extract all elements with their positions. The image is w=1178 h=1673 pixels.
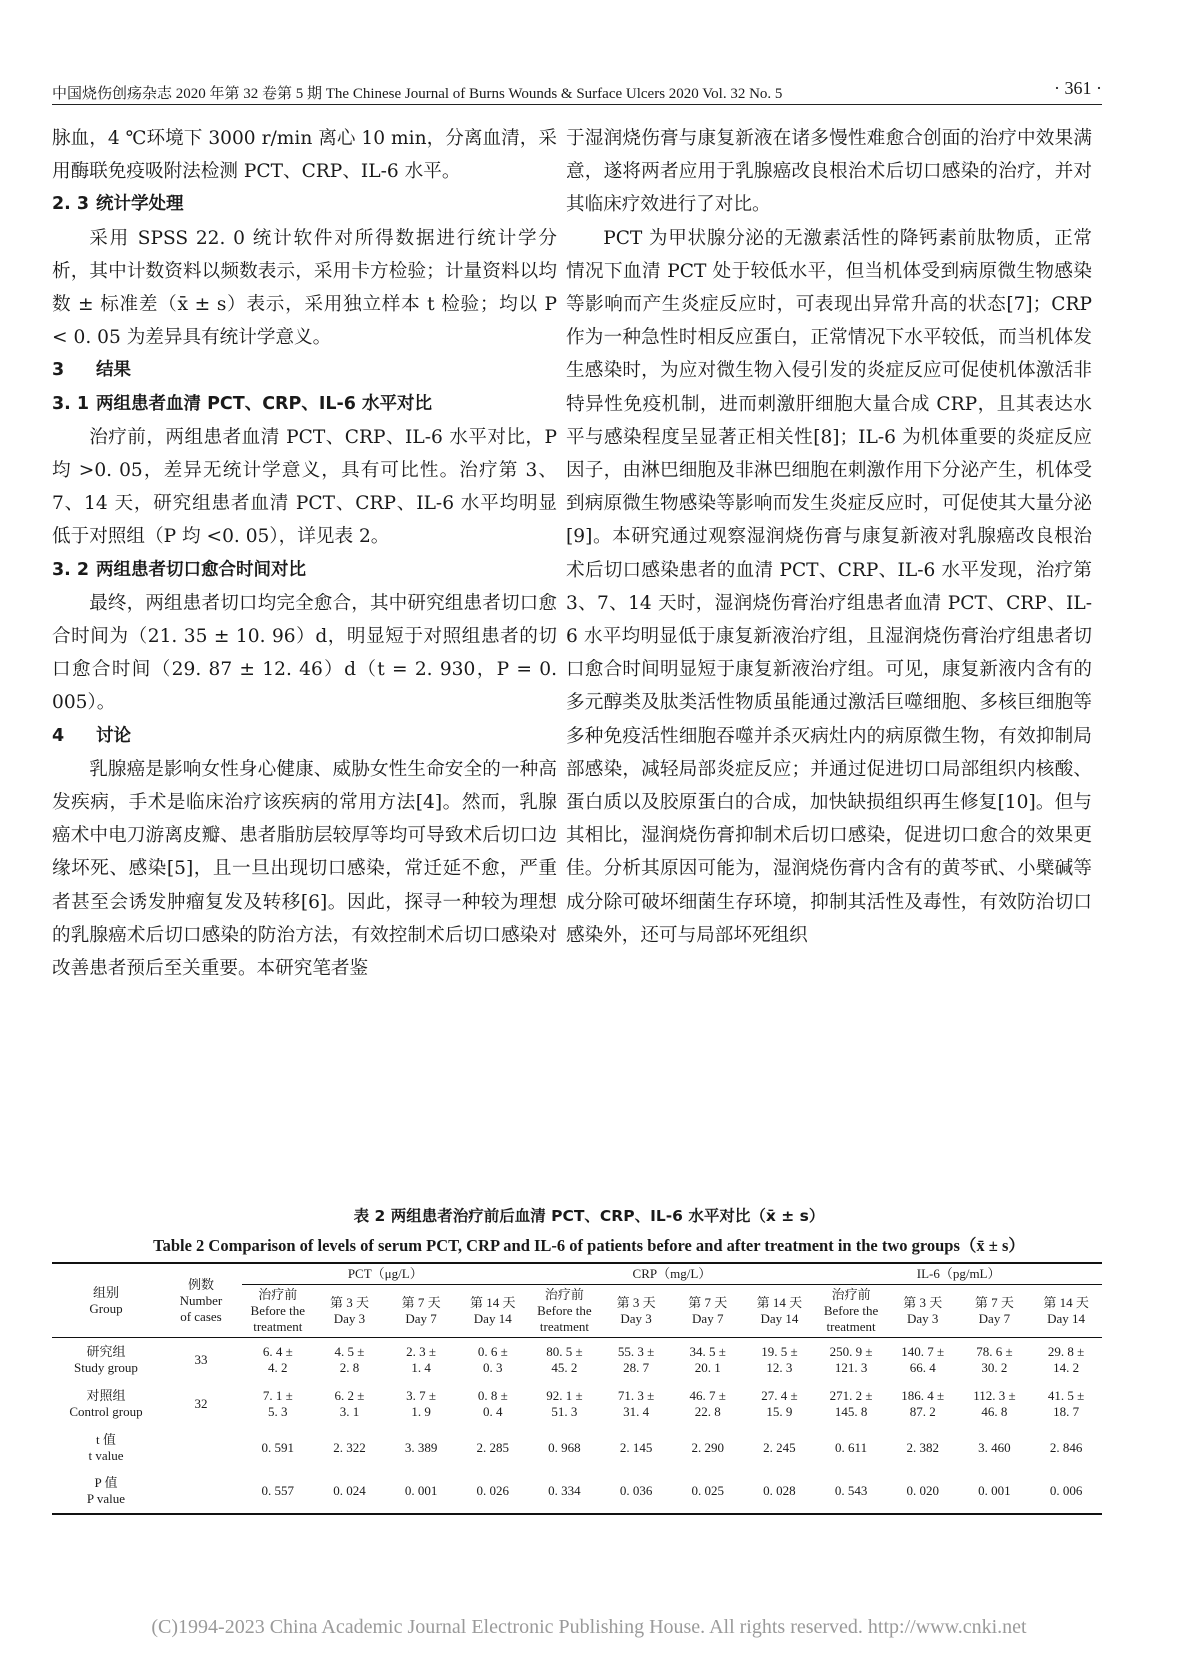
timepoint-header: 第 3 天 Day 3	[903, 1295, 943, 1326]
cases-header: 例数 Number of cases	[160, 1263, 242, 1338]
journal-header: 中国烧伤创疡杂志 2020 年第 32 卷第 5 期 The Chinese Journal of Burns Wounds & Surface Ulcers 2020 Vol. 32 No. 5	[52, 86, 783, 102]
group-name: 研究组 Study group	[52, 1338, 160, 1382]
value-cell: 19. 5 ± 12. 3	[744, 1338, 816, 1382]
crp-header: CRP（mg/L）	[529, 1263, 816, 1285]
section-heading-2-3: 2. 3 统计学处理	[52, 194, 184, 215]
value-cell: 250. 9 ± 121. 3	[815, 1338, 887, 1382]
value-cell: 7. 1 ± 5. 3	[262, 1387, 293, 1419]
table-row	[52, 1338, 1102, 1382]
timepoint-header: 治疗前 Before the treatment	[537, 1287, 592, 1334]
stat-cell: 2. 285	[476, 1439, 510, 1455]
paragraph: 乳腺癌是影响女性身心健康、威胁女性生命安全的一种高发疾病，手术是临床治疗该疾病的常用方法[4]。然而，乳腺癌术中电刀游离皮瓣、患者脂肪层较厚等均可导致术后切口边缘坏死、感染[5]，且一旦出现切口感染，常迁延不愈，严重者甚至会诱发肿瘤复发及转移[6]。因此，探寻一种较为理想的乳腺癌术后切口感染的防治方法，有效控制术后切口感染对改善患者预后至关重要。本研究笔者鉴	[52, 758, 557, 980]
il6-header: IL-6（pg/mL）	[815, 1263, 1102, 1285]
stat-cell: 0. 028	[744, 1470, 816, 1514]
value-cell: 0. 8 ± 0. 4	[477, 1387, 508, 1419]
stat-cell: 0. 025	[672, 1470, 744, 1514]
p-value-row	[52, 1470, 1102, 1514]
copyright-footer: (C)1994-2023 China Academic Journal Electronic Publishing House. All rights reserved. http://www.cnki.net	[151, 1616, 1027, 1638]
paragraph: 于湿润烧伤膏与康复新液在诸多慢性难愈合创面的治疗中效果满意，遂将两者应用于乳腺癌改良根治术后切口感染的治疗，并对其临床疗效进行了对比。	[566, 128, 1092, 216]
timepoint-header: 第 14 天 Day 14	[756, 1295, 803, 1326]
stat-cell: 2. 145	[619, 1439, 653, 1455]
value-cell: 4. 5 ± 2. 8	[314, 1338, 386, 1382]
t-value-row	[52, 1426, 1102, 1470]
value-cell: 92. 1 ± 51. 3	[546, 1387, 583, 1419]
timepoint-header: 第 7 天 Day 7	[401, 1295, 441, 1326]
group-header: 组别 Group	[52, 1263, 160, 1338]
stat-cell: 0. 611	[835, 1439, 868, 1455]
section-heading-3-1: 3. 1 两组患者血清 PCT、CRP、IL-6 水平对比	[52, 393, 433, 414]
stat-cell: 0. 026	[457, 1470, 529, 1514]
header-rule	[52, 104, 1102, 105]
stat-cell: 2. 322	[333, 1439, 366, 1455]
running-header	[52, 78, 1102, 104]
timepoint-header: 第 7 天 Day 7	[974, 1295, 1014, 1326]
value-cell: 41. 5 ± 18. 7	[1047, 1387, 1085, 1419]
value-cell: 46. 7 ± 22. 8	[689, 1387, 726, 1419]
value-cell: 2. 3 ± 1. 4	[385, 1338, 457, 1382]
paragraph: 脉血，4 ℃环境下 3000 r/min 离心 10 min，分离血清，采用酶联免疫吸附法检测 PCT、CRP、IL-6 水平。	[52, 128, 557, 183]
case-count: 33	[160, 1338, 242, 1382]
stat-cell: 3. 389	[404, 1439, 438, 1455]
stat-cell: 0. 543	[815, 1470, 887, 1514]
value-cell: 55. 3 ± 28. 7	[600, 1338, 672, 1382]
value-cell: 80. 5 ± 45. 2	[529, 1338, 601, 1382]
value-cell: 140. 7 ± 66. 4	[887, 1338, 959, 1382]
timepoint-header: 治疗前 Before the treatment	[823, 1287, 879, 1334]
value-cell: 29. 8 ± 14. 2	[1030, 1338, 1102, 1382]
value-cell: 3. 7 ± 1. 9	[406, 1387, 437, 1419]
paragraph: 采用 SPSS 22. 0 统计软件对所得数据进行统计学分析，其中计数资料以频数表示，采用卡方检验；计量资料以均数 ± 标准差（x̄ ± s）表示，采用独立样本 t 检验；均以 P < 0. 05 为差异具有统计学意义。	[52, 227, 557, 349]
stat-cell: 0. 024	[314, 1470, 386, 1514]
stat-cell: 0. 020	[887, 1470, 959, 1514]
t-value-row-label: t 值 t value	[88, 1431, 124, 1463]
results-table	[52, 1262, 1102, 1515]
value-cell: 0. 6 ± 0. 3	[457, 1338, 529, 1382]
stat-cell: 0. 968	[548, 1439, 581, 1455]
value-cell: 71. 3 ± 31. 4	[617, 1387, 655, 1419]
value-cell: 78. 6 ± 30. 2	[959, 1338, 1031, 1382]
value-cell: 186. 4 ± 87. 2	[901, 1387, 945, 1419]
stat-cell: 2. 846	[1049, 1439, 1083, 1455]
stat-cell: 0. 591	[261, 1439, 295, 1455]
right-column	[566, 122, 1092, 952]
value-cell: 34. 5 ± 20. 1	[672, 1338, 744, 1382]
group-name: 对照组 Control group	[69, 1387, 143, 1419]
p-value-row-label: P 值 P value	[52, 1470, 160, 1514]
paragraph: 最终，两组患者切口均完全愈合，其中研究组患者切口愈合时间为（21. 35 ± 10. 96）d，明显短于对照组患者的切口愈合时间（29. 87 ± 12. 46）d（t = 2. 930，P = 0. 005）。	[52, 592, 557, 714]
value-cell: 112. 3 ± 46. 8	[973, 1387, 1016, 1419]
stat-cell: 2. 290	[691, 1439, 724, 1455]
table-row	[52, 1382, 1102, 1426]
stat-cell: 0. 557	[242, 1470, 314, 1514]
value-cell: 27. 4 ± 15. 9	[761, 1387, 798, 1419]
value-cell: 6. 4 ± 4. 2	[242, 1338, 314, 1382]
case-count: 32	[194, 1395, 208, 1411]
timepoint-header: 治疗前 Before the treatment	[250, 1287, 306, 1334]
stat-cell: 3. 460	[978, 1439, 1011, 1455]
timepoint-header: 第 14 天 Day 14	[470, 1295, 516, 1326]
value-cell: 271. 2 ± 145. 8	[829, 1387, 873, 1419]
table-caption-en: Table 2 Comparison of levels of serum PCT, CRP and IL-6 of patients before and after treatment in the two groups（x̄ ± s）	[153, 1236, 1025, 1255]
timepoint-header: 第 3 天 Day 3	[329, 1295, 369, 1326]
section-heading-3-2: 3. 2 两组患者切口愈合时间对比	[52, 559, 306, 580]
table-caption-cn: 表 2 两组患者治疗前后血清 PCT、CRP、IL-6 水平对比（x̄ ± s）	[353, 1207, 825, 1225]
paragraph: PCT 为甲状腺分泌的无激素活性的降钙素前肽物质，正常情况下血清 PCT 处于较低水平，但当机体受到病原微生物感染等影响而产生炎症反应时，可表现出异常升高的状态[7]；CRP 作为一种急性时相反应蛋白，正常情况下水平较低，而当机体发生感染时，为应对微生物入侵引发的炎症反应可促使机体激活非特异性免疫机制，进而刺激肝细胞大量合成 CRP，且其表达水平与感染程度呈显著正相关性[8]；IL-6 为机体重要的炎症反应因子，由淋巴细胞及非淋巴细胞在刺激作用下分泌产生，机体受到病原微生物感染等影响而发生炎症反应时，可促使其大量分泌[9]。本研究通过观察湿润烧伤膏与康复新液对乳腺癌改良根治术后切口感染患者的血清 PCT、CRP、IL-6 水平发现，治疗第 3、7、14 天时，湿润烧伤膏治疗组患者血清 PCT、CRP、IL-6 水平均明显低于康复新液治疗组，且湿润烧伤膏治疗组患者切口愈合时间明显短于康复新液治疗组。可见，康复新液内含有的多元醇类及肽类活性物质虽能通过激活巨噬细胞、多核巨细胞等多种免疫活性细胞吞噬并杀灭病灶内的病原微生物，有效抑制局部感染，减轻局部炎症反应；并通过促进切口局部组织内核酸、蛋白质以及胶原蛋白的合成，加快缺损组织再生修复[10]。但与其相比，湿润烧伤膏抑制术后切口感染，促进切口愈合的效果更佳。分析其原因可能为，湿润烧伤膏内含有的黄芩甙、小檗碱等成分除可破坏细菌生存环境，抑制其活性及毒性，有效防治切口感染外，还可与局部坏死组织	[566, 227, 1092, 946]
timepoint-header: 第 7 天 Day 7	[688, 1295, 728, 1326]
section-heading-3: 3 结果	[52, 360, 131, 381]
stat-cell: 0. 006	[1030, 1470, 1102, 1514]
section-heading-4: 4 讨论	[52, 725, 131, 746]
page-number: · 361 ·	[1054, 78, 1102, 98]
timepoint-header: 第 3 天 Day 3	[616, 1295, 656, 1326]
pct-header: PCT（μg/L）	[242, 1263, 529, 1285]
left-column	[52, 122, 557, 985]
stat-cell: 0. 036	[600, 1470, 672, 1514]
stat-cell: 2. 245	[763, 1439, 796, 1455]
stat-cell: 0. 334	[529, 1470, 601, 1514]
stat-cell: 0. 001	[959, 1470, 1031, 1514]
value-cell: 6. 2 ± 3. 1	[334, 1387, 365, 1419]
stat-cell: 2. 382	[906, 1439, 939, 1455]
stat-cell: 0. 001	[385, 1470, 457, 1514]
paragraph: 治疗前，两组患者血清 PCT、CRP、IL-6 水平对比，P 均 >0. 05，差异无统计学意义，具有可比性。治疗第 3、7、14 天，研究组患者血清 PCT、CRP、IL-6 水平均明显低于对照组（P 均 <0. 05），详见表 2。	[52, 426, 557, 548]
timepoint-header: 第 14 天 Day 14	[1043, 1295, 1089, 1326]
